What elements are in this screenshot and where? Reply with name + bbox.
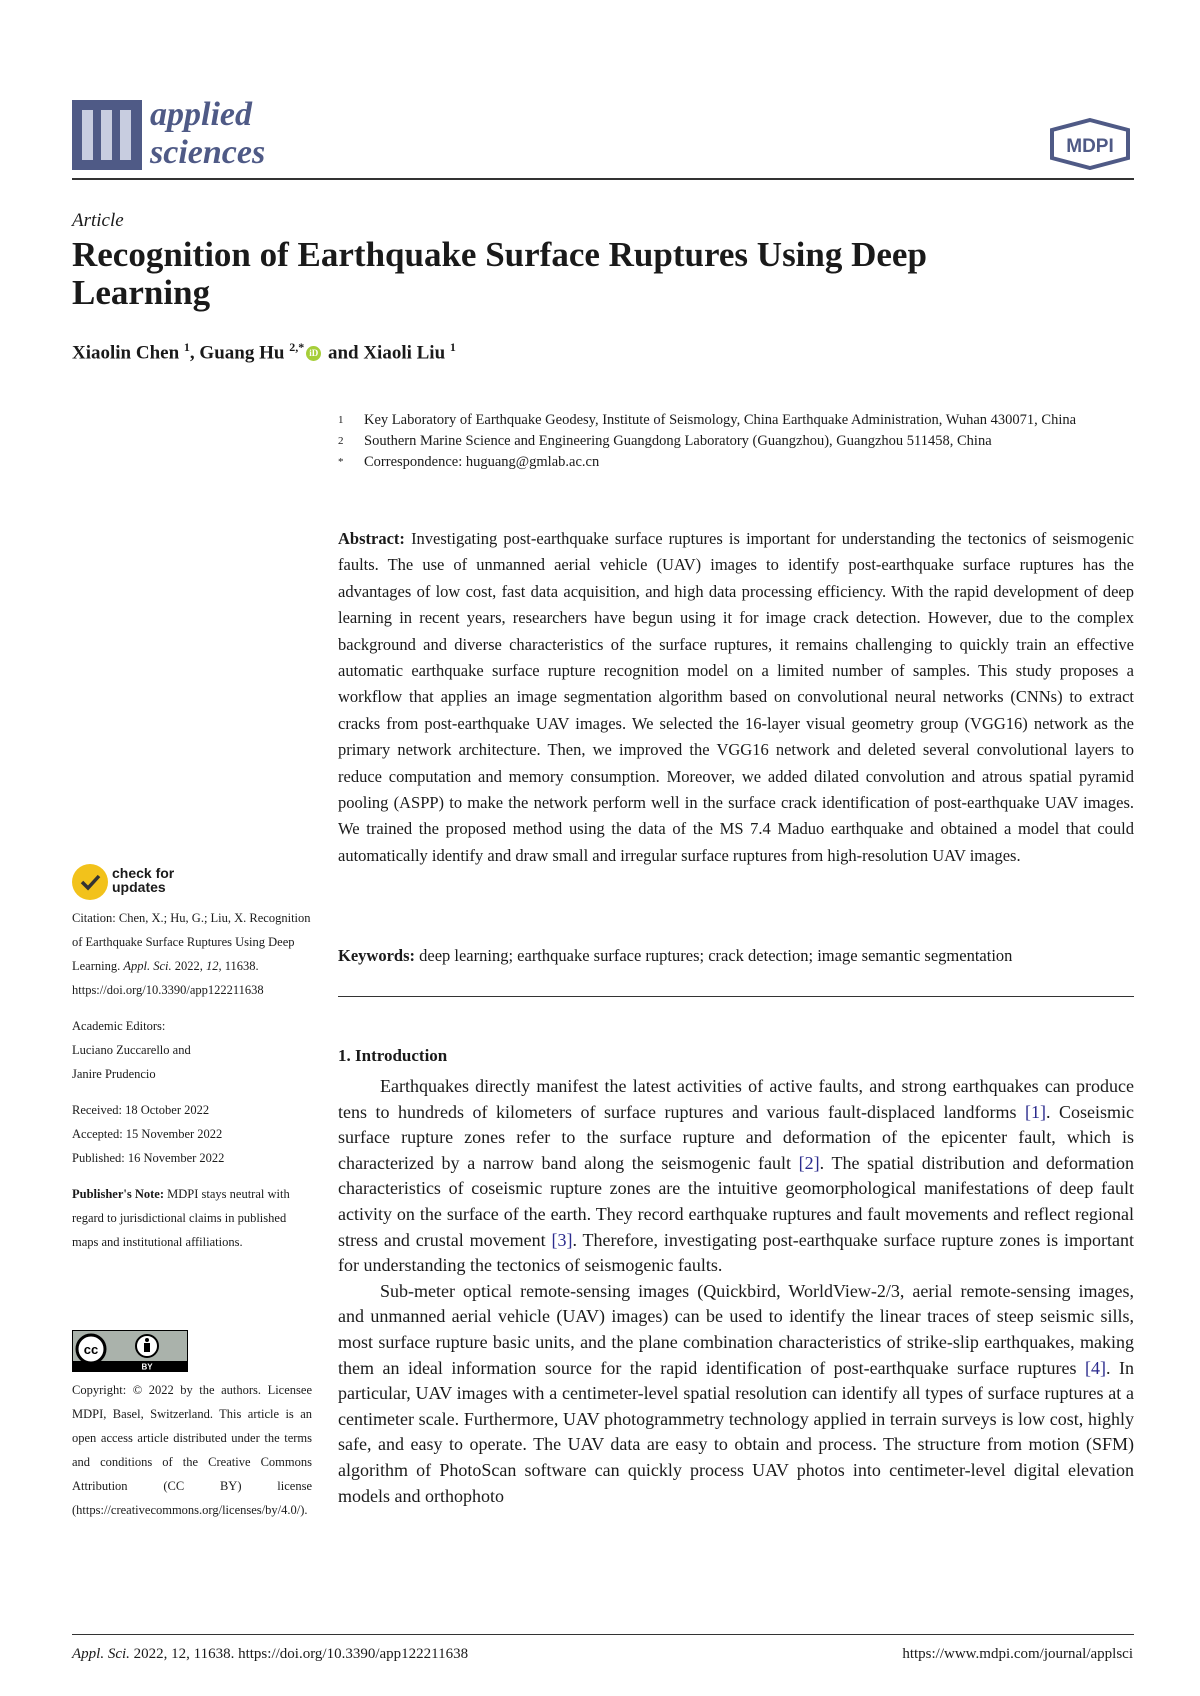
- paragraph-text: Sub-meter optical remote-sensing images (Quickbird, WorldView-2/3, aerial remote-sensing images, and unmanned aerial vehicle (UAV) images) can be used to identify the linear traces of steep seismic sills, most surface rupture basic units, and the plane combination characteristics of strike-slip earthquakes, making them an ideal information source for the rapid identification of post-earthquake surface ruptures: [338, 1280, 1134, 1378]
- author-list: [72, 340, 456, 364]
- affiliations: [338, 410, 1138, 473]
- affiliation-item: [338, 431, 1138, 452]
- received-date: Received: 18 October 2022: [72, 1103, 210, 1117]
- footer-doi-link[interactable]: 2022, 12, 11638. https://doi.org/10.3390/app122211638: [133, 1646, 469, 1662]
- footer-rule: [72, 1634, 1134, 1635]
- keywords: [338, 946, 1134, 966]
- article-type: Article: [72, 210, 124, 231]
- reference-link[interactable]: [3]: [551, 1229, 573, 1250]
- editors-block: [72, 1014, 312, 1086]
- svg-text:cc: cc: [83, 1342, 99, 1357]
- affiliation-text: Southern Marine Science and Engineering Guangdong Laboratory (Guangzhou), Guangzhou 511458, China: [364, 433, 992, 449]
- correspondence-text: Correspondence: huguang@gmlab.ac.cn: [364, 454, 600, 470]
- introduction-body: [338, 1074, 1134, 1509]
- orcid-icon[interactable]: iD: [306, 346, 321, 361]
- citation-label: Citation:: [72, 911, 116, 925]
- affiliation-mark: *: [338, 456, 344, 468]
- affiliation-item: [338, 410, 1138, 431]
- affiliation-mark: 1: [338, 414, 344, 426]
- check-updates-icon: [72, 864, 108, 900]
- reference-link[interactable]: [4]: [1085, 1357, 1107, 1378]
- article-title: Recognition of Earthquake Surface Ruptures Using Deep Learning: [72, 235, 927, 312]
- author-separator: ,: [189, 342, 200, 364]
- footer-journal: Appl. Sci.: [72, 1646, 130, 1662]
- citation-block: [72, 906, 312, 1002]
- publisher-name: MDPI: [1066, 136, 1114, 157]
- journal-logo-icon: [72, 100, 142, 170]
- author-separator: and: [323, 342, 364, 364]
- citation-journal: Appl. Sci.: [123, 959, 172, 973]
- article-sidebar: [72, 906, 312, 1266]
- author-affiliation-mark: 2,*: [289, 340, 305, 354]
- section-divider: [338, 996, 1134, 997]
- paragraph-text: . In particular, UAV images with a centimeter-level spatial resolution can identify all types of surface ruptures at a centimeter scale. Furthermore, UAV photogrammetry technology applied in terrain surveys is low cost, highly safe, and easy to operate. The UAV data are easy to obtain and process. The structure from motion (SFM) algorithm of PhotoScan software can quickly process UAV photos into centimeter-level digital elevation models and orthophoto: [338, 1357, 1134, 1506]
- section-heading: 1. Introduction: [338, 1046, 448, 1065]
- paragraph-text: Earthquakes directly manifest the latest activities of active faults, and strong earthquakes can produce tens to hundreds of kilometers of surface ruptures and various fault-displaced landforms: [338, 1076, 1134, 1122]
- paragraph-text: . The spatial distribution and deformation characteristics of coseismic rupture zones are the intuitive geomorphological manifestations of deep fault activity on the surface of the earth. They record earthquake ruptures and fault movements and reflect regional stress and crustal movement: [338, 1152, 1135, 1250]
- journal-url-link[interactable]: https://www.mdpi.com/journal/applsci: [902, 1646, 1133, 1662]
- publisher-note: [72, 1182, 312, 1254]
- keywords-label: Keywords:: [338, 946, 415, 965]
- citation-text: Chen, X.; Hu, G.; Liu, X. Recognition of Earthquake Surface Ruptures Using Deep Learning.: [72, 911, 311, 973]
- paragraph: [338, 1279, 1134, 1509]
- editor-name: Janire Prudencio: [72, 1067, 156, 1081]
- reference-link[interactable]: [2]: [798, 1152, 820, 1173]
- cc-by-license-icon[interactable]: [72, 1330, 188, 1372]
- citation-volume: 12,: [206, 959, 222, 973]
- affiliation-mark: 2: [338, 435, 344, 447]
- abstract-text: Investigating post-earthquake surface ruptures is important for understanding the tectonics of seismogenic faults. The use of unmanned aerial vehicle (UAV) images to identify post-earthquake surface ruptures has the advantages of low cost, fast data acquisition, and high data processing efficiency. With the rapid development of deep learning in recent years, researchers have begun using it for image crack detection. However, due to the complex background and diverse characteristics of the surface ruptures, it remains challenging to quickly train an effective automatic earthquake surface rupture recognition model on a limited number of samples. This study proposes a workflow that applies an image segmentation algorithm based on convolutional neural networks (CNNs) to extract cracks from post-earthquake UAV images. We selected the 16-layer visual geometry group (VGG16) network as the primary network architecture. Then, we improved the VGG16 network and deleted several convolutional layers to reduce computation and memory consumption. Moreover, we added dilated convolution and atrous spatial pyramid pooling (ASPP) to make the network perform well in the surface crack identification of post-earthquake UAV images. We trained the proposed method using the data of the MS 7.4 Maduo earthquake and obtained a model that could automatically identify and draw small and irregular surface ruptures from high-resolution UAV images.: [338, 529, 1134, 865]
- accepted-date: Accepted: 15 November 2022: [72, 1127, 223, 1141]
- check-for-updates-button[interactable]: [72, 862, 182, 902]
- journal-name-line1: applied: [150, 96, 252, 133]
- author-affiliation-mark: 1: [183, 340, 190, 354]
- citation-doi-link[interactable]: 11638. https://doi.org/10.3390/app122211638: [72, 959, 264, 997]
- editors-label: Academic Editors:: [72, 1019, 166, 1033]
- journal-name: [150, 96, 265, 172]
- citation-year: 2022,: [174, 959, 203, 973]
- keywords-text: deep learning; earthquake surface ruptures; crack detection; image semantic segmentation: [419, 946, 1013, 965]
- affiliation-item: [338, 452, 1138, 473]
- check-updates-line2: updates: [112, 879, 166, 895]
- author-name[interactable]: Xiaolin Chen: [72, 342, 180, 364]
- header-rule: [72, 178, 1134, 180]
- mdpi-logo-icon: [1048, 118, 1132, 170]
- abstract-label: Abstract:: [338, 529, 405, 548]
- dates-block: [72, 1098, 312, 1170]
- reference-link[interactable]: [1]: [1024, 1101, 1046, 1122]
- paragraph: [338, 1074, 1134, 1279]
- journal-name-line2: sciences: [150, 134, 266, 171]
- cc-by-label: BY: [141, 1362, 153, 1372]
- author-affiliation-mark: 1: [449, 340, 456, 354]
- author-name[interactable]: Guang Hu: [199, 342, 285, 364]
- editor-name: Luciano Zuccarello and: [72, 1043, 191, 1057]
- publisher-note-text: MDPI stays neutral with regard to jurisdictional claims in published maps and institutional affiliations.: [72, 1187, 290, 1249]
- author-name[interactable]: Xiaoli Liu: [363, 342, 446, 364]
- check-updates-label: [112, 866, 174, 894]
- copyright-notice: Copyright: © 2022 by the authors. Licensee MDPI, Basel, Switzerland. This article is an open access article distributed under the terms and conditions of the Creative Commons Attribution (CC BY) license (https://creativecommons.org/licenses/by/4.0/).: [72, 1383, 312, 1517]
- publisher-note-label: Publisher's Note:: [72, 1187, 165, 1201]
- footer-citation: [72, 1646, 468, 1663]
- abstract: [338, 526, 1134, 869]
- check-updates-line1: check for: [112, 865, 175, 881]
- published-date: Published: 16 November 2022: [72, 1151, 225, 1165]
- affiliation-text: Key Laboratory of Earthquake Geodesy, Institute of Seismology, China Earthquake Administration, Wuhan 430071, China: [364, 412, 1077, 428]
- paragraph-text: . Therefore, investigating post-earthquake surface rupture zones is important for understanding the tectonics of seismogenic faults.: [338, 1229, 1135, 1276]
- paragraph-text: . Coseismic surface rupture zones refer to the surface rupture and deformation of the epicenter fault, which is characterized by a narrow band along the seismogenic fault: [338, 1101, 1134, 1173]
